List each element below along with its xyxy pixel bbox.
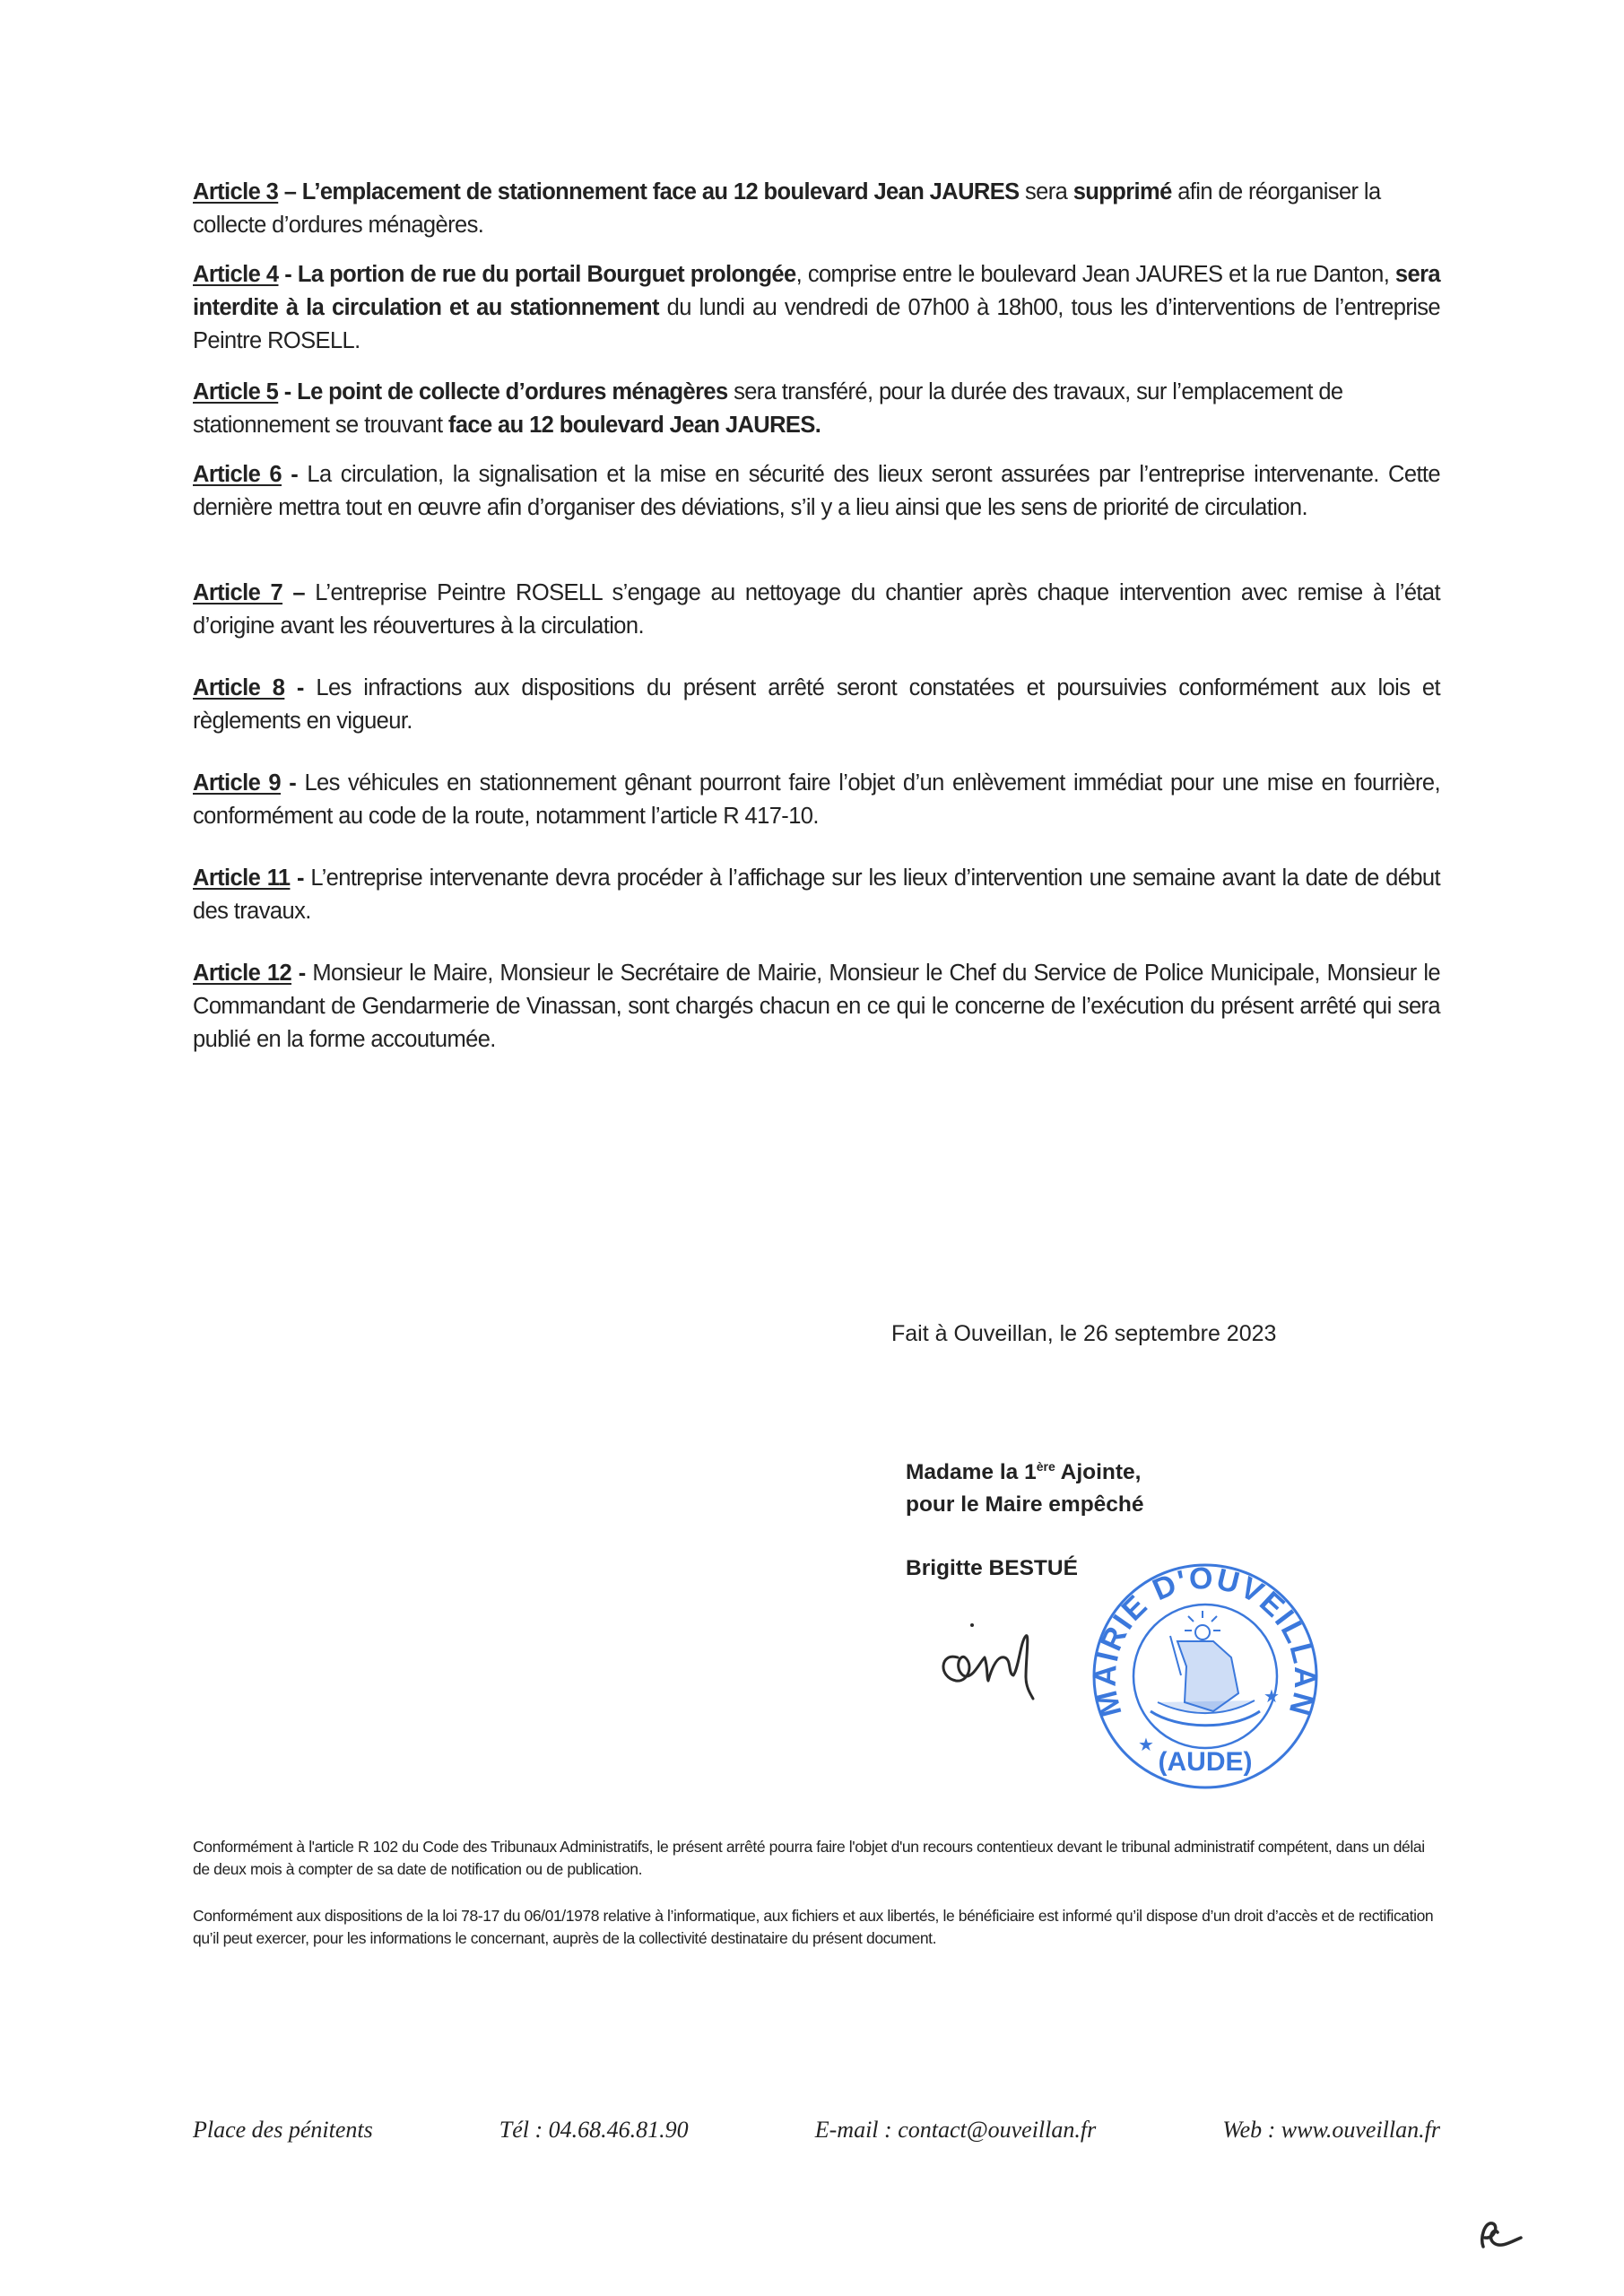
footer-contact [193,2117,1440,2144]
article-separator: - [282,462,308,487]
stamp-star-icon: ★ [1264,1687,1280,1707]
article [193,376,1440,442]
article-text: Monsieur le Maire, Monsieur le Secrétaire de Mairie, Monsieur le Chef du Service de Police Municipale, Monsieur le Commandant de Gendarmerie de Vinassan, sont chargés chacun en ce qui le concerne de l’exécution du présent arrêté qui sera publié en la forme accoutumée. [193,961,1440,1052]
article-text: L’entreprise Peintre ROSELL s’engage au nettoyage du chantier après chaque intervention avec remise à l’état d’origine avant les réouvertures à la circulation. [193,580,1440,639]
article-text-bold: L’emplacement de stationnement face au 12 boulevard Jean JAURES [301,179,1020,204]
article-text: sera [1019,179,1073,204]
mairie-stamp [1088,1559,1323,1794]
article [193,176,1440,242]
article-text: afin de réorganiser la collecte d’ordures ménagères. [193,179,1381,238]
article-separator: - [281,770,305,796]
article-separator: - [278,379,298,404]
footer-phone: Tél : 04.68.46.81.90 [499,2117,689,2143]
article-label: Article 5 [193,379,279,404]
article [193,258,1440,358]
stamp-outer-text: MAIRIE D'OUVEILLAN [1088,1561,1323,1721]
signer-title-line1: Madame la 1ère Ajointe, [906,1459,1142,1484]
article-label: Article 9 [193,770,282,796]
marianne-emblem-icon [1151,1611,1260,1726]
signer-title-line2: pour le Maire empêché [906,1492,1144,1517]
article [193,767,1440,833]
article-separator: - [291,961,313,986]
article-label: Article 3 [193,179,279,204]
article-text: L’entreprise intervenante devra procéder à l’affichage sur les lieux d’intervention une semaine avant la date de début des travaux. [193,865,1440,924]
article-label: Article 6 [193,462,282,487]
article [193,957,1440,1057]
article-text-bold: face au 12 boulevard Jean JAURES. [447,413,821,438]
article [193,577,1440,643]
article [193,672,1440,738]
article-text: Les infractions aux dispositions du présent arrêté seront constatées et poursuivies conformément aux lois et règlements en vigueur. [193,675,1440,734]
handwritten-initials [1471,2211,1542,2256]
article-text: La circulation, la signalisation et la mise en sécurité des lieux seront assurées par l’entreprise intervenante. Cette dernière mettra tout en œuvre afin d’organiser des déviations, s’il y a lieu ainsi que les sens de priorité de circulation. [193,462,1440,520]
article-separator: – [278,179,302,204]
article-separator: – [282,580,316,605]
article-separator: - [290,865,311,891]
footer-address: Place des pénitents [193,2117,373,2143]
article [193,862,1440,928]
article-label: Article 7 [193,580,283,605]
legal-note-privacy: Conformément aux dispositions de la loi 78-17 du 06/01/1978 relative à l’informatique, aux fichiers et aux libertés, le bénéficiaire est informé qu’il dispose d’un droit d’accès et de rectification qu’il peut exercer, pour les informations le concernant, auprès de la collectivité destinataire du présent document. [193,1907,1434,1947]
article-text-bold: sera interdite à la circulation et au stationnement [193,262,1440,320]
article-text-bold: supprimé [1073,179,1172,204]
handwritten-signature [933,1605,1058,1713]
article-label: Article 8 [193,675,285,700]
article [193,458,1440,525]
article-separator: - [284,675,317,700]
article-text-bold: Le point de collecte d’ordures ménagères [297,379,728,404]
article-text-bold: La portion de rue du portail Bourguet prolongée [297,262,796,287]
article-separator: - [278,262,298,287]
signer-title [906,1450,1144,1521]
signer-name: Brigitte BESTUÉ [906,1556,1078,1580]
article-text: sera transféré, pour la durée des travaux, sur l’emplacement de stationnement se trouvant [193,379,1343,438]
footer-web[interactable]: Web : www.ouveillan.fr [1222,2117,1440,2143]
article-label: Article 12 [193,961,292,986]
footer-email[interactable]: E-mail : contact@ouveillan.fr [814,2117,1097,2143]
place-and-date: Fait à Ouveillan, le 26 septembre 2023 [891,1321,1277,1346]
article-text: du lundi au vendredi de 07h00 à 18h00, tous les d’interventions de l’entreprise Peintre ROSELL. [193,295,1441,353]
legal-note-appeal: Conformément à l'article R 102 du Code des Tribunaux Administratifs, le présent arrêté pourra faire l'objet d'un recours contentieux devant le tribunal administratif compétent, dans un délai de deux mois à compter de sa date de notification ou de publication. [193,1838,1425,1878]
stamp-star-icon: ★ [1138,1735,1154,1755]
stamp-bottom-text: (AUDE) [1158,1747,1253,1777]
article-text: Les véhicules en stationnement gênant pourront faire l’objet d’un enlèvement immédiat pour une mise en fourrière, conformément au code de la route, notamment l’article R 417-10. [193,770,1440,829]
article-text: , comprise entre le boulevard Jean JAURES et la rue Danton, [795,262,1395,287]
article-label: Article 11 [193,865,291,891]
article-label: Article 4 [193,262,279,287]
